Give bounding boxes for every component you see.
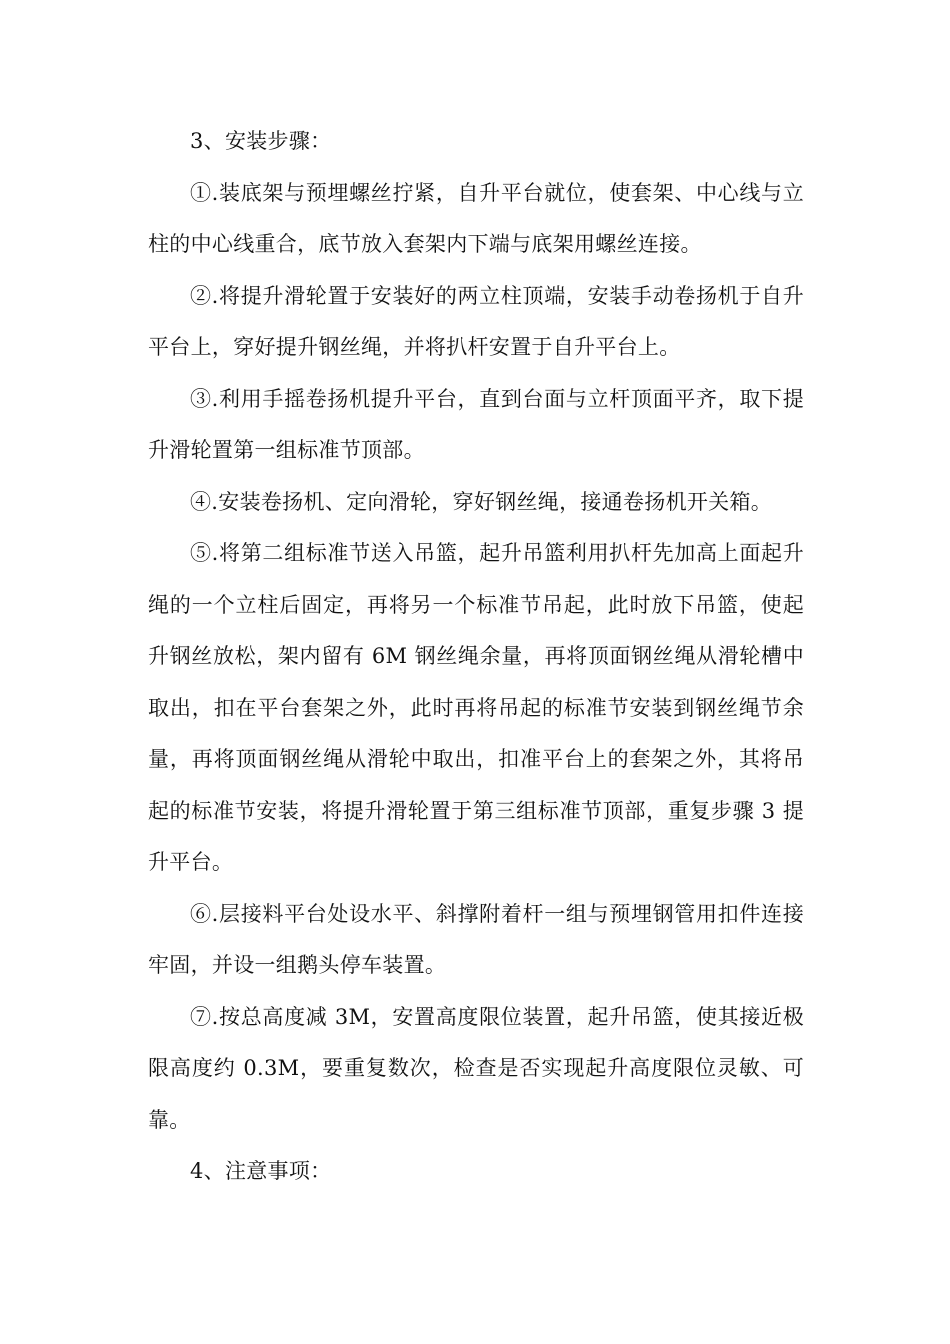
step-paragraph-7: ⑦.按总高度减 3M，安置高度限位装置，起升吊篮，使其接近极限高度约 0.3M，要重复数次，检查是否实现起升高度限位灵敏、可靠。 xyxy=(148,1004,804,1132)
section-heading-notes: 4、注意事项： xyxy=(190,1159,332,1183)
step-paragraph-3: ③.利用手摇卷扬机提升平台，直到台面与立杆顶面平齐，取下提升滑轮置第一组标准节顶部。 xyxy=(148,386,804,462)
step-paragraph-6: ⑥.层接料平台处设水平、斜撑附着杆一组与预埋钢管用扣件连接牢固，并设一组鹅头停车装置。 xyxy=(148,901,804,977)
step-paragraph-1: ①.装底架与预埋螺丝拧紧，自升平台就位，使套架、中心线与立柱的中心线重合，底节放入套架内下端与底架用螺丝连接。 xyxy=(148,180,804,256)
step-paragraph-4: ④.安装卷扬机、定向滑轮，穿好钢丝绳，接通卷扬机开关箱。 xyxy=(190,489,773,514)
document-body xyxy=(148,116,804,1198)
step-paragraph-2: ②.将提升滑轮置于安装好的两立柱顶端，安装手动卷扬机于自升平台上，穿好提升钢丝绳，并将扒杆安置于自升平台上。 xyxy=(148,283,804,359)
section-heading-install-steps: 3、安装步骤： xyxy=(190,129,332,153)
step-paragraph-5: ⑤.将第二组标准节送入吊篮，起升吊篮利用扒杆先加高上面起升绳的一个立柱后固定，再将另一个标准节吊起，此时放下吊篮，使起升钢丝放松，架内留有 6M 钢丝绳余量，再将顶面钢丝绳从滑轮槽中取出，扣在平台套架之外，此时再将吊起的标准节安装到钢丝绳节余量，再将顶面钢丝绳从滑轮中取出，扣准平台上的套架之外，其将吊起的标准节安装，将提升滑轮置于第三组标准节顶部，重复步骤 3 提升平台。 xyxy=(148,541,804,874)
